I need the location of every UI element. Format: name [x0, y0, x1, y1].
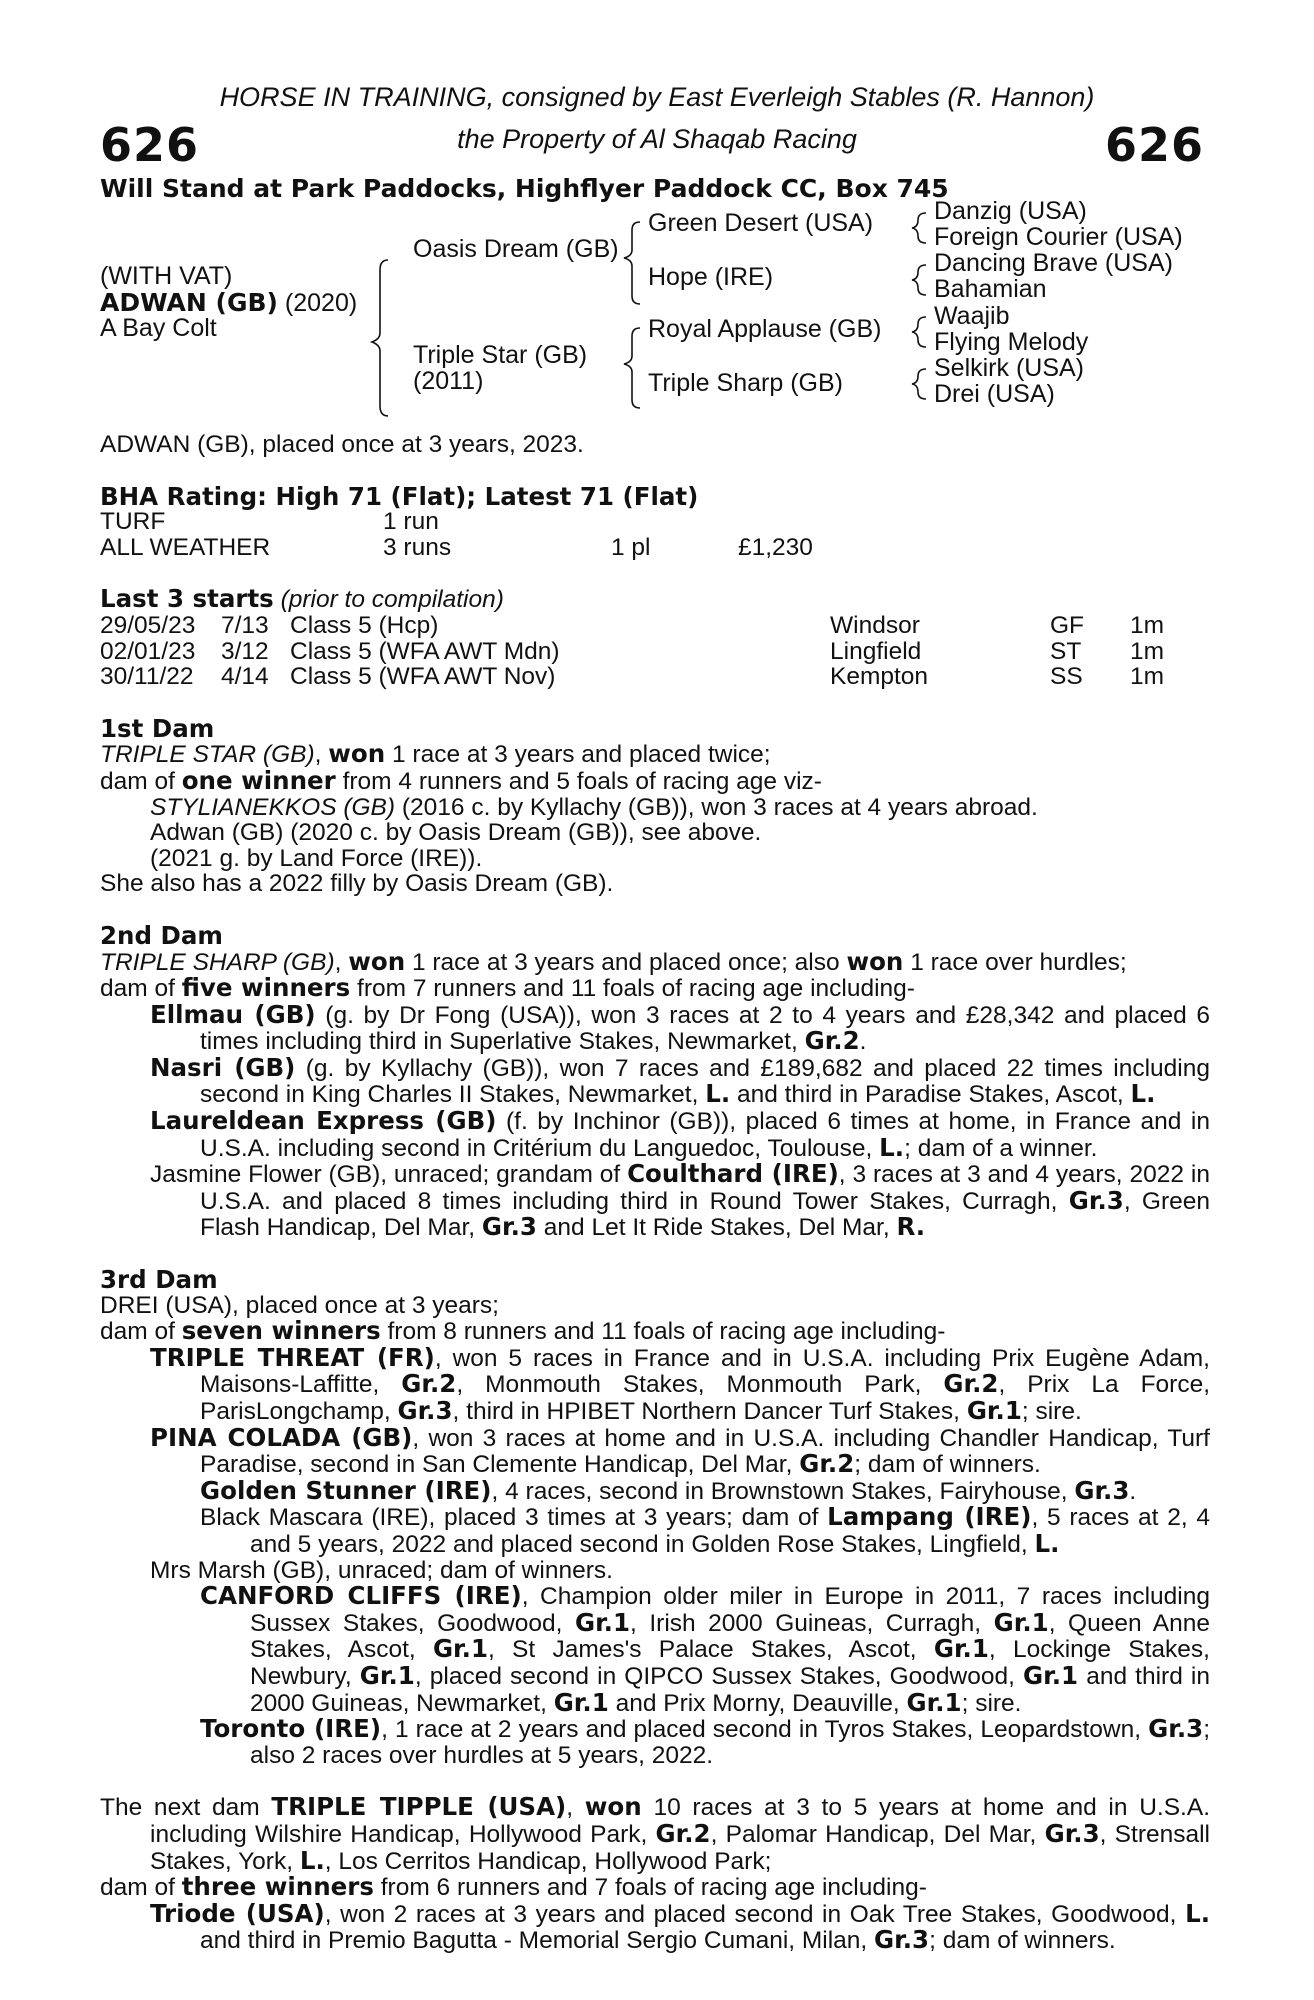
dam3-produce: dam of seven winners from 8 runners and 11 foals of racing age including-: [100, 1316, 946, 1346]
start-pos: 7/13: [221, 611, 269, 639]
sire-sire: Green Desert (USA): [648, 209, 874, 237]
start-going: SS: [1050, 663, 1083, 691]
start-course: Windsor: [830, 611, 920, 639]
start-course: Kempton: [830, 663, 929, 691]
ggs-4: Bahamian: [934, 275, 1047, 303]
pedigree-table: [100, 197, 1214, 425]
bracket-g1: [912, 213, 926, 243]
vat-note: (WITH VAT): [100, 262, 233, 290]
ggs-2: Foreign Courier (USA): [934, 223, 1183, 251]
dam2-jasmine: Jasmine Flower (GB), unraced; grandam of Coulthard (IRE), 3 races at 3 and 4 years, 2022 in U.S.A. and placed 8 times including third in Round Tower Stakes, Curragh, Gr.3, Green Flash Handicap, Del Mar, Gr.3 and Let It Ride Stakes, Del Mar, R.: [150, 1159, 1210, 1242]
dam-sire: Royal Applause (GB): [648, 315, 882, 343]
aw-placed: 1 pl: [611, 533, 651, 561]
stand-location: Will Stand at Park Paddocks, Highflyer Paddock CC, Box 745: [100, 174, 949, 203]
start-row: [100, 613, 1210, 639]
horse-name: ADWAN (GB): [100, 288, 278, 317]
bracket-main: [372, 260, 388, 416]
property-line: the Property of Al Shaqab Racing: [457, 124, 857, 154]
dam3-canford-cliffs: CANFORD CLIFFS (IRE), Champion older miler in Europe in 2011, 7 races including Sussex Stakes, Goodwood, Gr.1, Irish 2000 Guineas, Curragh, Gr.1, Queen Anne Stakes, Ascot, Gr.1, St James's Palace Stakes, Ascot, Gr.1, Lockinge Stakes, Newbury, Gr.1, placed second in QIPCO Sussex Stakes, Goodwood, Gr.1 and third in 2000 Guineas, Newmarket, Gr.1 and Prix Morny, Deauville, Gr.1; sire.: [200, 1581, 1211, 1717]
bracket-g2: [912, 265, 926, 295]
next-dam-produce: dam of three winners from 6 runners and 7 foals of racing age including-: [100, 1872, 927, 1902]
dam: Triple Star (GB): [413, 341, 588, 369]
dam1-progeny-1: STYLIANEKKOS (GB) (2016 c. by Kyllachy (GB)), won 3 races at 4 years abroad.: [150, 793, 1038, 821]
ggs-7: Selkirk (USA): [934, 354, 1085, 382]
horse-desc: A Bay Colt: [100, 314, 217, 342]
start-going: GF: [1050, 611, 1085, 639]
dam1-record: TRIPLE STAR (GB), won 1 race at 3 years and placed twice;: [100, 739, 771, 769]
ggs-5: Waajib: [934, 302, 1010, 330]
dam3-toronto: Toronto (IRE), 1 race at 2 years and placed second in Tyros Stakes, Leopardstown, Gr.3; also 2 races over hurdles at 5 years, 2022.: [200, 1714, 1210, 1769]
horse-year: (2020): [284, 289, 358, 317]
start-row: [100, 639, 1210, 665]
dam2-laureldean: Laureldean Express (GB) (f. by Inchinor (GB)), placed 6 times at home, in France and in U.S.A. including second in Critérium du Languedoc, Toulouse, L.; dam of a winner.: [150, 1106, 1210, 1162]
bracket-g4: [912, 369, 926, 399]
start-course: Lingfield: [830, 637, 922, 665]
starts-table: [100, 613, 1210, 690]
start-race: Class 5 (WFA AWT Mdn): [290, 637, 560, 665]
turf-row: [100, 509, 1210, 535]
turf-label: TURF: [100, 508, 166, 536]
dam2-title: 2nd Dam: [100, 920, 223, 950]
dam3-title: 3rd Dam: [100, 1265, 218, 1295]
start-dist: 1m: [1130, 637, 1165, 665]
ggs-3: Dancing Brave (USA): [934, 249, 1173, 277]
start-race: Class 5 (WFA AWT Nov): [290, 663, 556, 691]
dam-dam: Triple Sharp (GB): [648, 369, 843, 397]
start-date: 29/05/23: [100, 611, 196, 639]
start-race: Class 5 (Hcp): [290, 611, 439, 639]
catalogue-body: [100, 432, 1210, 1954]
dam1-title: 1st Dam: [100, 713, 215, 743]
dam1-note: She also has a 2022 filly by Oasis Dream (GB).: [100, 870, 614, 898]
dam2-produce: dam of five winners from 7 runners and 11 foals of racing age including-: [100, 973, 915, 1003]
start-pos: 4/14: [221, 663, 269, 691]
ggs-1: Danzig (USA): [934, 197, 1087, 225]
turf-runs: 1 run: [383, 508, 439, 536]
dam3-pina-colada: PINA COLADA (GB), won 3 races at home and in U.S.A. including Chandler Handicap, Turf Paradise, second in San Clemente Handicap, Del Mar, Gr.2; dam of winners.: [150, 1422, 1210, 1479]
dam3-golden-stunner: Golden Stunner (IRE), 4 races, second in Brownstown Stakes, Fairyhouse, Gr.3.: [200, 1475, 1137, 1505]
start-date: 30/11/22: [100, 663, 194, 691]
horse-name-line: [100, 289, 357, 317]
aw-runs: 3 runs: [383, 533, 452, 561]
rating-title: BHA Rating: High 71 (Flat); Latest 71 (Flat): [100, 481, 699, 511]
dam2-record: TRIPLE SHARP (GB), won 1 race at 3 years and placed once; also won 1 race over hurdles;: [100, 946, 1127, 976]
dam1-progeny-3: (2021 g. by Land Force (IRE)).: [150, 844, 483, 872]
bracket-g3: [912, 317, 926, 347]
lot-number-left: 626: [100, 118, 200, 172]
ggs-6: Flying Melody: [934, 328, 1089, 356]
summary-line: ADWAN (GB), placed once at 3 years, 2023.: [100, 431, 584, 458]
dam3-black-mascara: Black Mascara (IRE), placed 3 times at 3 years; dam of Lampang (IRE), 5 races at 2, 4 and 5 years, 2022 and placed second in Golden Rose Stakes, Lingfield, L.: [200, 1502, 1210, 1558]
start-row: [100, 664, 1210, 690]
dam2-nasri: Nasri (GB) (g. by Kyllachy (GB)), won 7 races and £189,682 and placed 22 times including second in King Charles II Stakes, Newmarket, L. and third in Paradise Stakes, Ascot, L.: [150, 1052, 1211, 1109]
lot-number-right: 626: [1104, 118, 1204, 172]
start-pos: 3/12: [221, 637, 269, 665]
starts-title: Last 3 starts (prior to compilation): [100, 584, 504, 614]
sire: Oasis Dream (GB): [413, 235, 619, 263]
dam3-triple-threat: TRIPLE THREAT (FR), won 5 races in France and in U.S.A. including Prix Eugène Adam, Maisons-Laffitte, Gr.2, Monmouth Stakes, Monmouth Park, Gr.2, Prix La Force, ParisLongchamp, Gr.3, third in HPIBET Northern Dancer Turf Stakes, Gr.1; sire.: [150, 1342, 1211, 1425]
start-going: ST: [1050, 637, 1082, 665]
dam3-record: DREI (USA), placed once at 3 years;: [100, 1291, 499, 1319]
bracket-dam: [624, 328, 640, 408]
aw-earnings: £1,230: [738, 533, 813, 561]
consignor-line: HORSE IN TRAINING, consigned by East Everleigh Stables (R. Hannon): [219, 82, 1095, 112]
aw-label: ALL WEATHER: [100, 533, 271, 561]
sire-dam: Hope (IRE): [648, 263, 774, 291]
aw-row: [100, 535, 1210, 561]
next-dam-record: The next dam TRIPLE TIPPLE (USA), won 10 races at 3 to 5 years at home and in U.S.A. including Wilshire Handicap, Hollywood Park, Gr.2, Palomar Handicap, Del Mar, Gr.3, Strensall Stakes, York, L., Los Cerritos Handicap, Hollywood Park;: [100, 1792, 1211, 1875]
start-dist: 1m: [1130, 663, 1165, 691]
dam-year: (2011): [413, 367, 484, 395]
next-dam-triode: Triode (USA), won 2 races at 3 years and placed second in Oak Tree Stakes, Goodwood, L. and third in Premio Bagutta - Memorial Sergio Cumani, Milan, Gr.3; dam of winners.: [150, 1898, 1211, 1955]
start-dist: 1m: [1130, 611, 1165, 639]
start-date: 02/01/23: [100, 637, 196, 665]
dam1-produce: dam of one winner from 4 runners and 5 foals of racing age viz-: [100, 765, 822, 795]
dam2-ellmau: Ellmau (GB) (g. by Dr Fong (USA)), won 3 races at 2 to 4 years and £28,342 and placed 6 times including third in Superlative Stakes, Newmarket, Gr.2.: [150, 999, 1211, 1056]
dam3-mrs-marsh: Mrs Marsh (GB), unraced; dam of winners.: [150, 1556, 613, 1584]
dam1-progeny-2: Adwan (GB) (2020 c. by Oasis Dream (GB)), see above.: [150, 819, 762, 847]
bracket-sire: [624, 222, 640, 304]
ggs-8: Drei (USA): [934, 380, 1055, 408]
